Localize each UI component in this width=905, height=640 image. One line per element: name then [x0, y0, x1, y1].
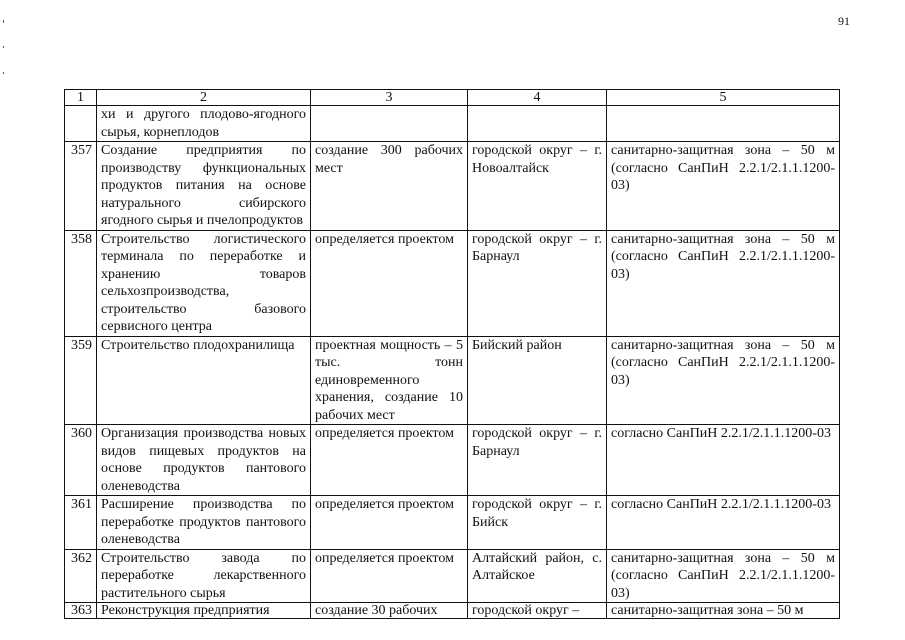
- location-cell: городской округ – г. Барнаул: [468, 425, 607, 496]
- requirement-cell: санитарно-защитная зона – 50 м: [607, 603, 840, 619]
- location-cell: городской округ – г. Новоалтайск: [468, 142, 607, 231]
- capacity-cell: определяется проектом: [311, 496, 468, 550]
- requirement-cell: согласно СанПиН 2.2.1/2.1.1.1200-03: [607, 496, 840, 550]
- capacity-cell: определяется проектом: [311, 230, 468, 336]
- table-row: [65, 230, 840, 336]
- column-header: 5: [607, 90, 840, 106]
- row-number-cell: 359: [65, 336, 97, 425]
- project-name-cell: Организация производства новых видов пищевых продуктов на основе продуктов пантового оленеводства: [97, 425, 311, 496]
- column-header: 2: [97, 90, 311, 106]
- table-row: [65, 336, 840, 425]
- capacity-cell: создание 300 рабочих мест: [311, 142, 468, 231]
- column-header: 3: [311, 90, 468, 106]
- scan-edge-mark: [3, 20, 4, 23]
- location-cell: [468, 106, 607, 142]
- table-row: [65, 496, 840, 550]
- project-name-cell: Расширение производства по переработке продуктов пантового оленеводства: [97, 496, 311, 550]
- requirement-cell: [607, 106, 840, 142]
- row-number-cell: 361: [65, 496, 97, 550]
- table-row: [65, 603, 840, 619]
- table-row: [65, 425, 840, 496]
- requirement-cell: санитарно-защитная зона – 50 м (согласно СанПиН 2.2.1/2.1.1.1200-03): [607, 549, 840, 603]
- capacity-cell: определяется проектом: [311, 425, 468, 496]
- capacity-cell: проектная мощность – 5 тыс. тонн единовременного хранения, создание 10 рабочих мест: [311, 336, 468, 425]
- table-row: [65, 142, 840, 231]
- location-cell: Бийский район: [468, 336, 607, 425]
- project-name-cell: Строительство плодохранилища: [97, 336, 311, 425]
- project-name-cell: Строительство логистического терминала по переработке и хранению товаров сельхозпроизводства, строительство базового сервисного центра: [97, 230, 311, 336]
- capacity-cell: определяется проектом: [311, 549, 468, 603]
- row-number-cell: 360: [65, 425, 97, 496]
- column-header: 1: [65, 90, 97, 106]
- requirement-cell: санитарно-защитная зона – 50 м (согласно СанПиН 2.2.1/2.1.1.1200-03): [607, 336, 840, 425]
- scan-edge-mark: [3, 46, 4, 48]
- requirement-cell: санитарно-защитная зона – 50 м (согласно СанПиН 2.2.1/2.1.1.1200-03): [607, 142, 840, 231]
- project-name-cell: Реконструкция предприятия: [97, 603, 311, 619]
- requirement-cell: согласно СанПиН 2.2.1/2.1.1.1200-03: [607, 425, 840, 496]
- row-number-cell: 357: [65, 142, 97, 231]
- table-header-row: [65, 90, 840, 106]
- requirement-cell: санитарно-защитная зона – 50 м (согласно СанПиН 2.2.1/2.1.1.1200-03): [607, 230, 840, 336]
- row-number-cell: 362: [65, 549, 97, 603]
- location-cell: городской округ – г. Бийск: [468, 496, 607, 550]
- capacity-cell: [311, 106, 468, 142]
- capacity-cell: создание 30 рабочих: [311, 603, 468, 619]
- project-name-cell: Строительство завода по переработке лекарственного растительного сырья: [97, 549, 311, 603]
- projects-table: [64, 89, 840, 619]
- location-cell: Алтайский район, с. Алтайское: [468, 549, 607, 603]
- project-name-cell: Создание предприятия по производству функциональных продуктов питания на основе натурального сибирского ягодного сырья и пчелопродуктов: [97, 142, 311, 231]
- column-header: 4: [468, 90, 607, 106]
- row-number-cell: [65, 106, 97, 142]
- page-number: 91: [838, 14, 850, 28]
- table-row: [65, 106, 840, 142]
- table-row: [65, 549, 840, 603]
- location-cell: городской округ –: [468, 603, 607, 619]
- scan-edge-mark: [3, 72, 4, 74]
- row-number-cell: 363: [65, 603, 97, 619]
- project-name-cell: хи и другого плодово-ягодного сырья, корнеплодов: [97, 106, 311, 142]
- location-cell: городской округ – г. Барнаул: [468, 230, 607, 336]
- row-number-cell: 358: [65, 230, 97, 336]
